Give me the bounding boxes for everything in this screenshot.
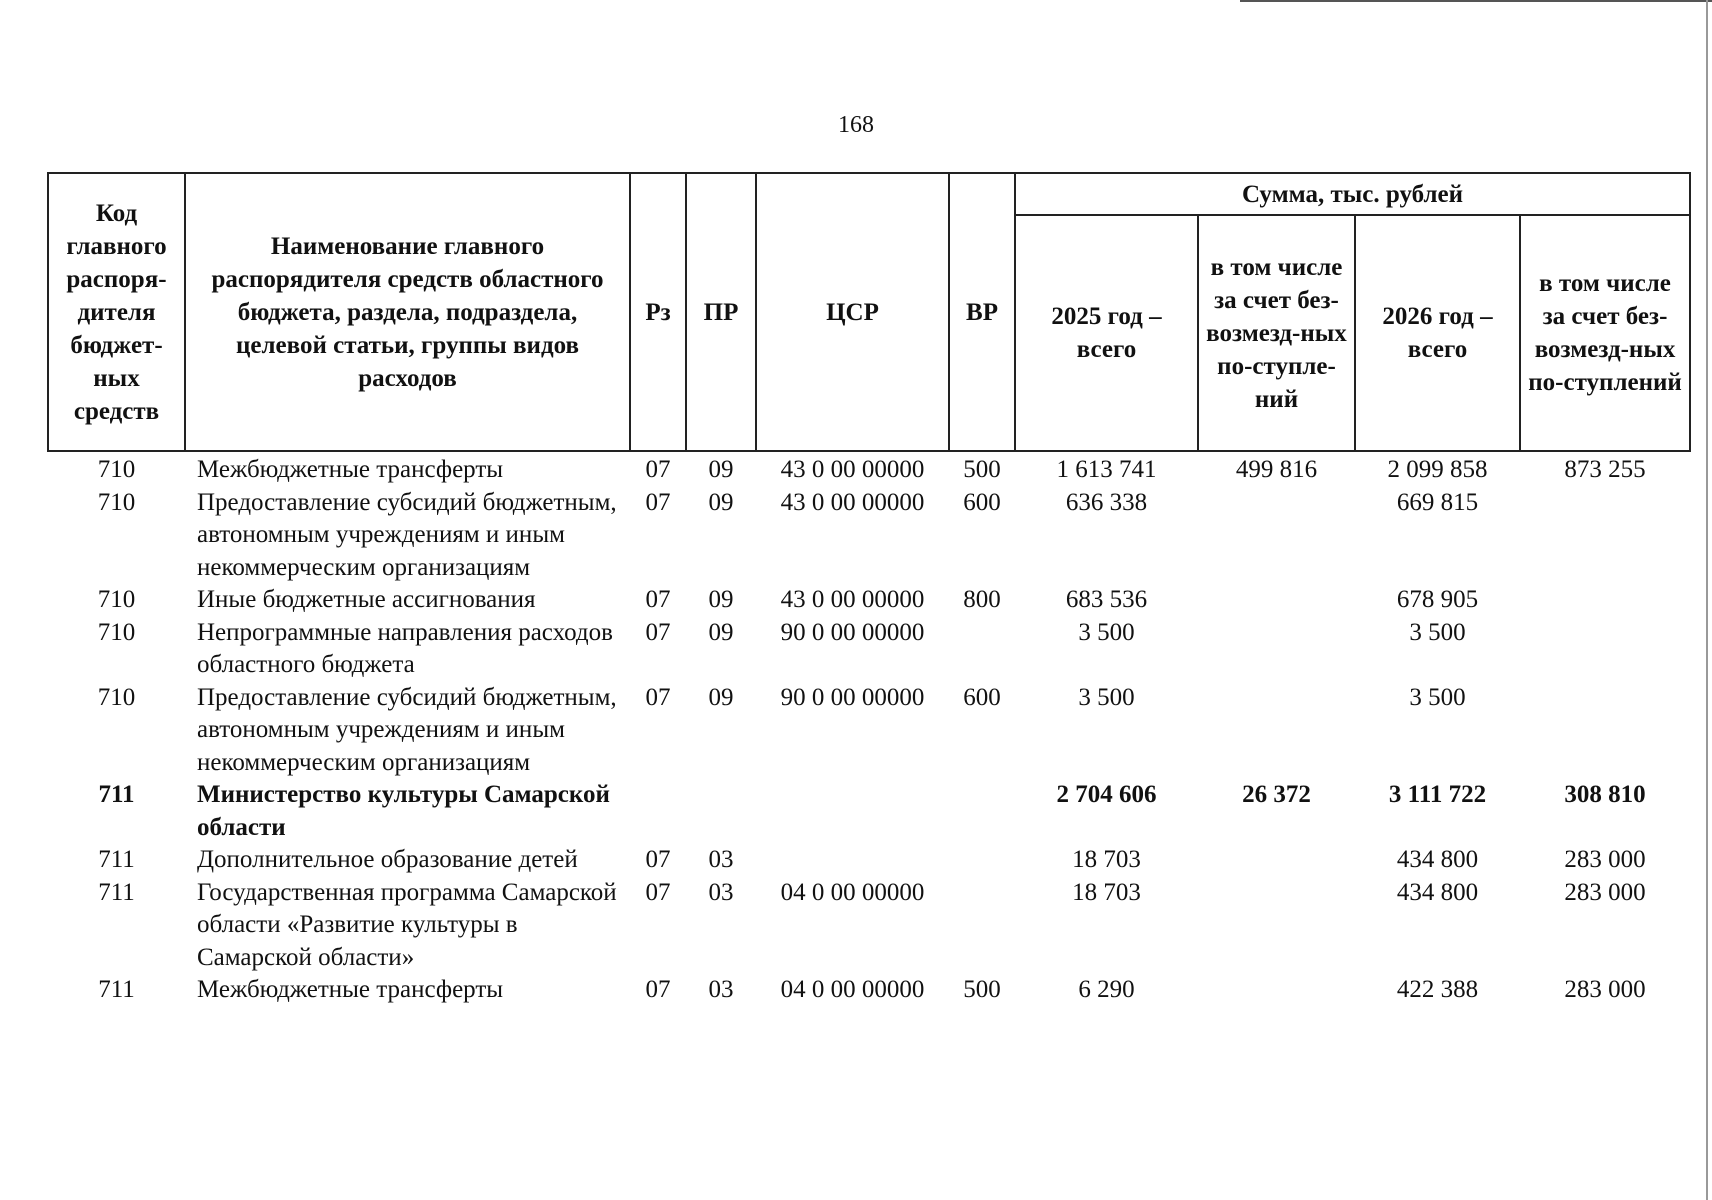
cell-name: Непрограммные направления расходов областного бюджета bbox=[197, 618, 613, 678]
cell-rz: 07 bbox=[645, 878, 671, 906]
cell-csr: 90 0 00 00000 bbox=[780, 618, 925, 646]
cell-2025-incl bbox=[1198, 584, 1355, 617]
cell-2026-total: 422 388 bbox=[1396, 976, 1479, 1003]
cell-code: 710 bbox=[97, 586, 136, 613]
cell-code: 711 bbox=[98, 781, 135, 808]
cell-name: Иные бюджетные ассигнования bbox=[197, 586, 536, 613]
cell-rz: 07 bbox=[645, 683, 671, 711]
cell-2026-incl bbox=[1520, 487, 1690, 585]
cell-rz: 07 bbox=[645, 846, 671, 873]
cell-2026-incl bbox=[1520, 584, 1690, 617]
cell-vr: 500 bbox=[963, 456, 1001, 483]
cell-2025-total: 636 338 bbox=[1065, 488, 1148, 516]
cell-vr bbox=[949, 617, 1015, 682]
cell-2026-total: 434 800 bbox=[1396, 846, 1479, 873]
cell-rz: 07 bbox=[645, 456, 671, 483]
header-vr: ВР bbox=[949, 173, 1015, 451]
cell-pr: 03 bbox=[708, 976, 734, 1003]
table-row bbox=[48, 877, 1690, 975]
cell-2026-incl: 308 810 bbox=[1564, 781, 1646, 808]
cell-2026-incl: 283 000 bbox=[1564, 976, 1646, 1003]
scan-artifact-edge bbox=[1706, 0, 1708, 1200]
cell-rz: 07 bbox=[645, 488, 671, 516]
header-2026-total: 2026 год – всего bbox=[1355, 215, 1520, 451]
cell-rz: 07 bbox=[645, 618, 671, 646]
cell-2025-incl bbox=[1198, 617, 1355, 682]
cell-2025-incl bbox=[1198, 877, 1355, 975]
scan-artifact-line bbox=[1240, 0, 1712, 2]
cell-vr: 800 bbox=[963, 586, 1001, 613]
cell-pr bbox=[686, 779, 756, 844]
cell-vr bbox=[949, 779, 1015, 844]
cell-2025-total: 3 500 bbox=[1078, 618, 1135, 646]
cell-vr bbox=[949, 877, 1015, 975]
header-name: Наименование главного распорядителя средств областного бюджета, раздела, подраздела, целевой статьи, группы видов расходов bbox=[185, 173, 630, 451]
cell-vr bbox=[949, 844, 1015, 877]
cell-pr: 03 bbox=[708, 878, 734, 906]
cell-2025-incl: 499 816 bbox=[1235, 456, 1318, 483]
cell-rz: 07 bbox=[645, 976, 671, 1003]
cell-pr: 03 bbox=[708, 846, 734, 873]
cell-pr: 09 bbox=[708, 456, 734, 483]
cell-name: Дополнительное образование детей bbox=[197, 846, 578, 873]
page-number: 168 bbox=[838, 112, 874, 138]
cell-name: Министерство культуры Самарской области bbox=[197, 781, 610, 841]
cell-2026-total: 3 500 bbox=[1409, 683, 1466, 711]
cell-csr: 43 0 00 00000 bbox=[780, 488, 925, 516]
cell-name: Предоставление субсидий бюджетным, автономным учреждениям и иным некоммерческим организациям bbox=[197, 488, 617, 581]
cell-2026-total: 3 500 bbox=[1409, 618, 1466, 646]
cell-rz: 07 bbox=[645, 586, 671, 613]
table-row bbox=[48, 682, 1690, 780]
table-row bbox=[48, 584, 1690, 617]
cell-vr: 500 bbox=[963, 976, 1001, 1003]
budget-table bbox=[47, 172, 1691, 1007]
cell-2026-total: 2 099 858 bbox=[1387, 456, 1488, 483]
cell-pr: 09 bbox=[708, 586, 734, 613]
cell-2025-total: 18 703 bbox=[1072, 878, 1141, 906]
cell-code: 710 bbox=[97, 488, 136, 516]
cell-2026-total: 669 815 bbox=[1396, 488, 1479, 516]
cell-2026-incl: 873 255 bbox=[1564, 456, 1646, 483]
cell-2025-incl bbox=[1198, 844, 1355, 877]
cell-2025-total: 6 290 bbox=[1078, 976, 1135, 1003]
cell-csr: 04 0 00 00000 bbox=[780, 878, 925, 906]
cell-csr: 04 0 00 00000 bbox=[780, 976, 925, 1003]
cell-2025-total: 1 613 741 bbox=[1056, 456, 1157, 483]
cell-csr: 43 0 00 00000 bbox=[780, 456, 925, 483]
header-code: Код главного распоря-дителя бюджет-ных средств bbox=[48, 173, 185, 451]
cell-code: 710 bbox=[97, 683, 136, 711]
cell-code: 711 bbox=[98, 878, 135, 906]
cell-2026-total: 678 905 bbox=[1396, 586, 1479, 613]
cell-2025-total: 18 703 bbox=[1072, 846, 1141, 873]
cell-2025-total: 683 536 bbox=[1065, 586, 1148, 613]
cell-csr bbox=[756, 844, 949, 877]
cell-2026-incl: 283 000 bbox=[1564, 846, 1646, 873]
header-csr: ЦСР bbox=[756, 173, 949, 451]
cell-pr: 09 bbox=[708, 488, 734, 516]
table-row bbox=[48, 487, 1690, 585]
cell-vr: 600 bbox=[963, 683, 1001, 711]
header-sum: Сумма, тыс. рублей bbox=[1015, 173, 1690, 215]
table-row bbox=[48, 451, 1690, 487]
cell-2026-incl bbox=[1520, 617, 1690, 682]
header-2025-incl: в том числе за счет без-возмезд-ных по-ступле-ний bbox=[1198, 215, 1355, 451]
cell-2025-total: 3 500 bbox=[1078, 683, 1135, 711]
cell-2026-incl: 283 000 bbox=[1564, 878, 1646, 906]
cell-name: Межбюджетные трансферты bbox=[197, 456, 504, 483]
cell-code: 711 bbox=[98, 976, 135, 1003]
cell-csr: 43 0 00 00000 bbox=[780, 586, 925, 613]
header-2026-incl: в том числе за счет без-возмезд-ных по-ступлений bbox=[1520, 215, 1690, 451]
table-row bbox=[48, 617, 1690, 682]
cell-csr: 90 0 00 00000 bbox=[780, 683, 925, 711]
cell-pr: 09 bbox=[708, 618, 734, 646]
cell-2025-incl bbox=[1198, 487, 1355, 585]
cell-name: Предоставление субсидий бюджетным, автономным учреждениям и иным некоммерческим организациям bbox=[197, 683, 617, 776]
cell-2025-incl bbox=[1198, 682, 1355, 780]
cell-name: Государственная программа Самарской области «Развитие культуры в Самарской области» bbox=[197, 878, 617, 971]
table-header bbox=[48, 173, 1690, 451]
cell-vr: 600 bbox=[963, 488, 1001, 516]
header-2025-total: 2025 год – всего bbox=[1015, 215, 1198, 451]
cell-rz bbox=[630, 779, 686, 844]
table-body bbox=[48, 451, 1690, 1007]
cell-2026-total: 3 111 722 bbox=[1388, 781, 1487, 808]
header-pr: ПР bbox=[686, 173, 756, 451]
cell-code: 710 bbox=[97, 456, 136, 483]
table-row bbox=[48, 779, 1690, 844]
header-rz: Рз bbox=[630, 173, 686, 451]
cell-2025-incl: 26 372 bbox=[1242, 781, 1311, 808]
table-row bbox=[48, 974, 1690, 1007]
cell-pr: 09 bbox=[708, 683, 734, 711]
cell-code: 711 bbox=[98, 846, 135, 873]
table-row bbox=[48, 844, 1690, 877]
cell-2025-incl bbox=[1198, 974, 1355, 1007]
cell-name: Межбюджетные трансферты bbox=[197, 976, 504, 1003]
cell-2026-total: 434 800 bbox=[1396, 878, 1479, 906]
cell-2026-incl bbox=[1520, 682, 1690, 780]
cell-2025-total: 2 704 606 bbox=[1056, 781, 1157, 808]
cell-code: 710 bbox=[97, 618, 136, 646]
cell-csr bbox=[756, 779, 949, 844]
